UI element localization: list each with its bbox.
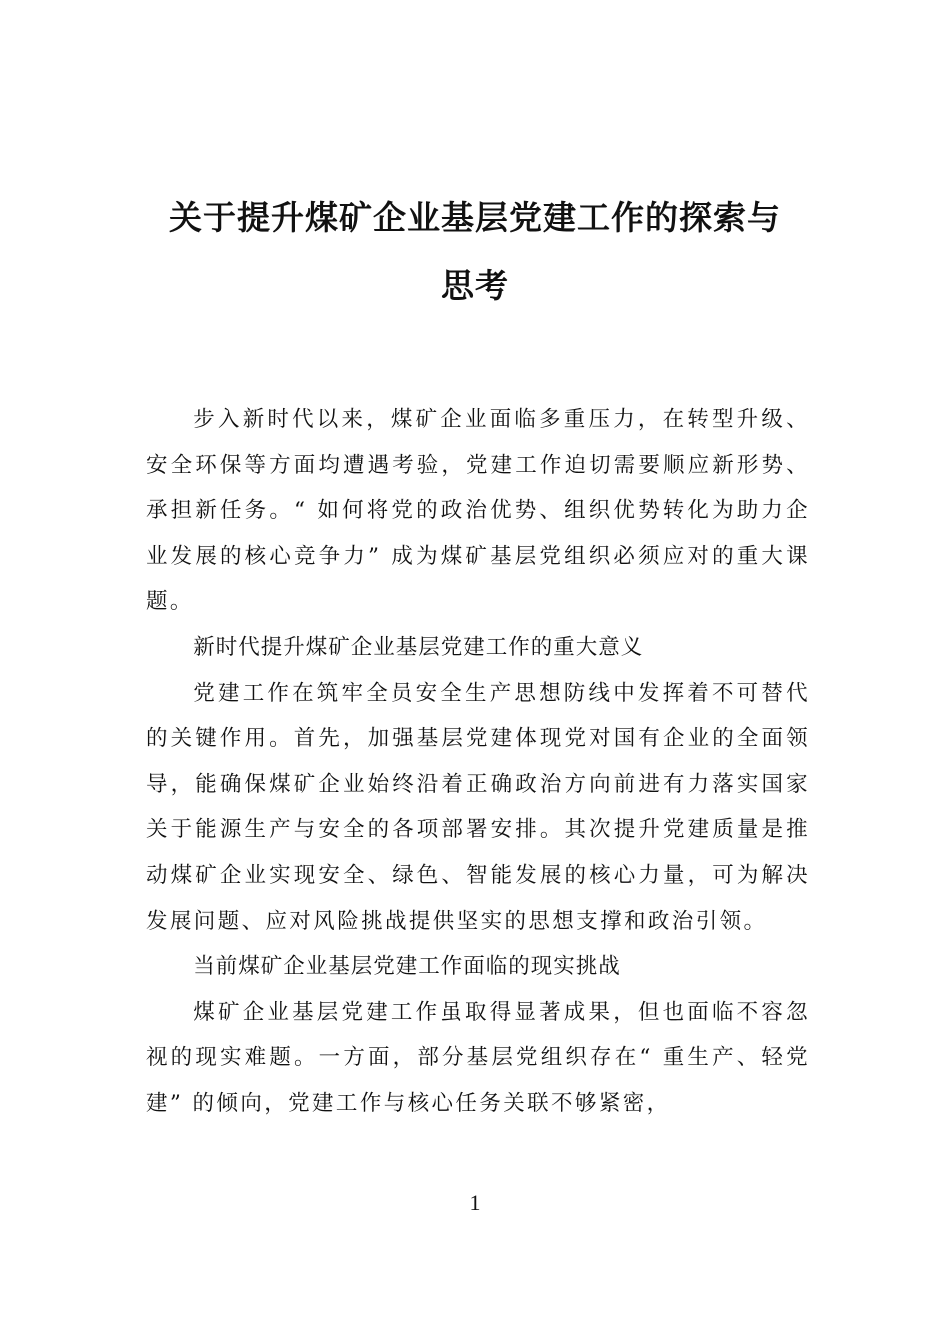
page-number: 1 — [469, 1190, 481, 1215]
section-heading-challenges: 当前煤矿企业基层党建工作面临的现实挑战 — [193, 954, 621, 980]
document-title-line-2: 思考 — [441, 266, 509, 305]
section-heading-significance: 新时代提升煤矿企业基层党建工作的重大意义 — [193, 634, 644, 660]
paragraph-significance: 党建工作在筑牢全员安全生产思想防线中发挥着不可替代的关键作用。首先，加强基层党建体现党对国有企业的全面领导，能确保煤矿企业始终沿着正确政治方向前进有力落实国家关于能源生产与安全的各项部署安排。其次提升党建质量是推动煤矿企业实现安全、绿色、智能发展的核心力量，可为解决发展问题、应对风险挑战提供坚实的思想支撑和政治引领。 — [146, 680, 810, 934]
document-title-line-1: 关于提升煤矿企业基层党建工作的探索与 — [169, 198, 781, 237]
paragraph-challenges: 煤矿企业基层党建工作虽取得显著成果，但也面临不容忽视的现实难题。一方面，部分基层党组织存在“ 重生产、轻党建” 的倾向，党建工作与核心任务关联不够紧密， — [146, 999, 810, 1116]
document-body — [146, 397, 810, 1127]
paragraph-intro: 步入新时代以来，煤矿企业面临多重压力，在转型升级、安全环保等方面均遭遇考验，党建工作迫切需要顺应新形势、承担新任务。“ 如何将党的政治优势、组织优势转化为助力企业发展的核心竞争力” 成为煤矿基层党组织必须应对的重大课题。 — [146, 407, 810, 615]
